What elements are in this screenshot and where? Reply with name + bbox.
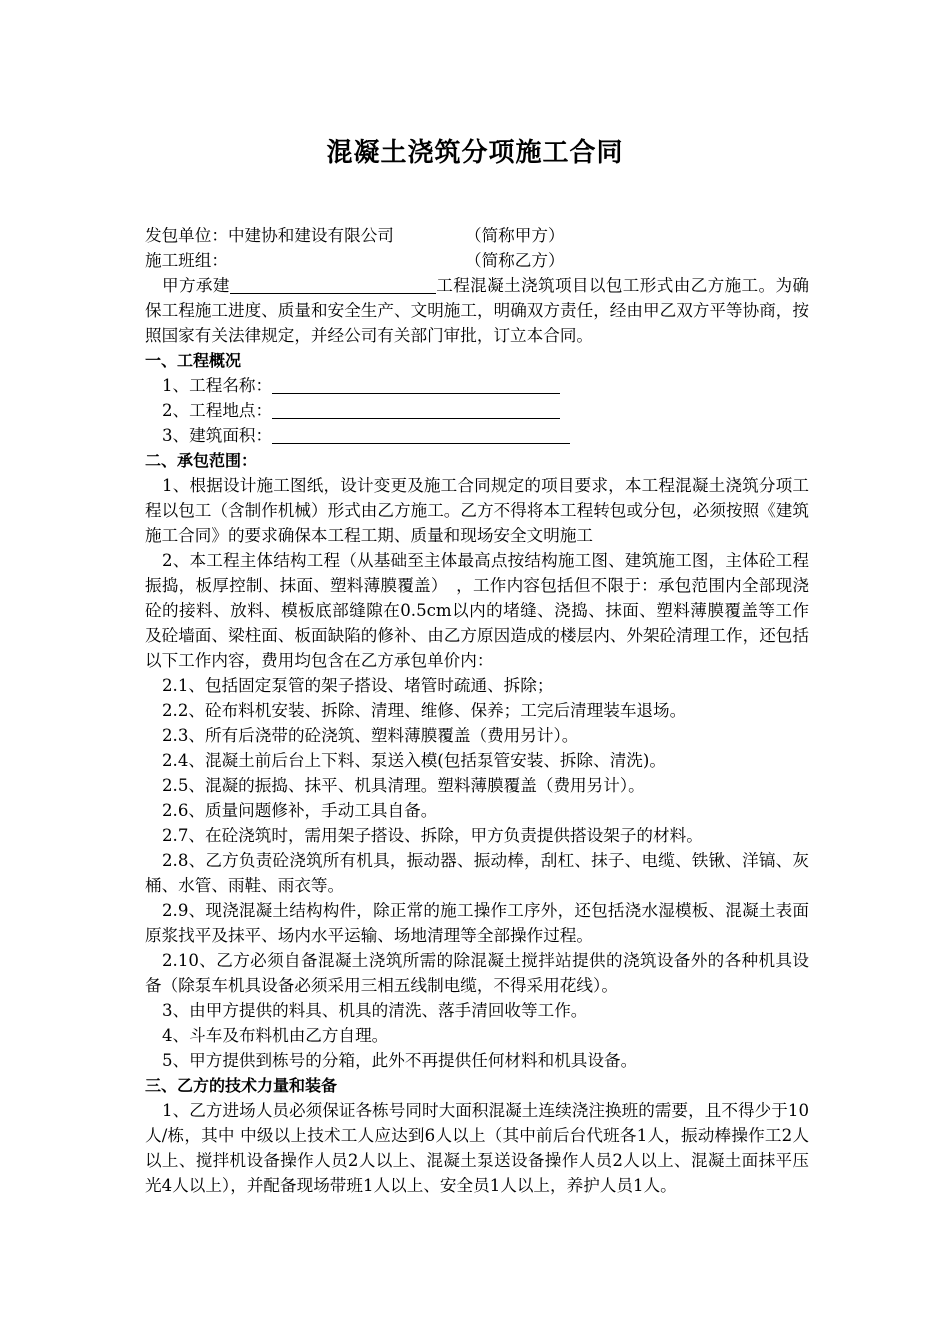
party-b-abbr: （简称乙方）	[465, 251, 565, 270]
page-title: 混凝土浇筑分项施工合同	[326, 138, 624, 168]
s1-item-label: 1、工程名称：	[162, 376, 273, 395]
s2-list-item: 3、由甲方提供的料具、机具的清洗、落手清回收等工作。	[162, 1001, 588, 1020]
s2-list-item: 2.3、所有后浇带的砼浇筑、塑料薄膜覆盖（费用另计）。	[162, 726, 579, 745]
s1-item-label: 2、工程地点：	[162, 401, 273, 420]
field-blank	[272, 425, 570, 444]
s1-item-area	[145, 423, 809, 448]
s2-paragraph: 2、本工程主体结构工程（从基础至主体最高点按结构施工图、建筑施工图，主体砼工程振捣，板厚控制、抹面、塑料薄膜覆盖） ，工作内容包括但不限于：承包范围内全部现浇砼的接料、放料、模板底部缝隙在0.5cm以内的堵缝、浇捣、抹面、塑料薄膜覆盖等工作及砼墙面、梁柱面、板面缺陷的修补、由乙方原因造成的楼层内、外架砼清理工作，还包括以下工作内容，费用均包含在乙方承包单价内：	[145, 551, 809, 670]
party-a-line	[145, 223, 809, 248]
s1-item-label: 3、建筑面积：	[162, 426, 273, 445]
intro-lead: 甲方承建	[162, 276, 230, 295]
s2-list-item: 2.6、质量问题修补，手动工具自备。	[162, 801, 438, 820]
s2-list-item: 2.2、砼布料机安装、拆除、清理、维修、保养；工完后清理装车退场。	[162, 701, 687, 720]
s1-item-name	[145, 373, 809, 398]
s2-list-item: 2.1、包括固定泵管的架子搭设、堵管时疏通、拆除；	[162, 676, 554, 695]
s2-list-item: 2.8、乙方负责砼浇筑所有机具，振动器、振动棒，刮杠、抹子、电缆、铁锹、洋镐、灰桶、水管、雨鞋、雨衣等。	[145, 851, 809, 895]
section-3-heading: 三、乙方的技术力量和装备	[145, 1076, 338, 1095]
section-1-heading: 一、工程概况	[145, 351, 242, 370]
party-a-label: 发包单位：中建协和建设有限公司	[145, 226, 394, 245]
field-blank	[272, 400, 560, 419]
s2-list-item: 2.10、乙方必须自备混凝土浇筑所需的除混凝土搅拌站提供的浇筑设备外的各种机具设备（除泵车机具设备必须采用三相五线制电缆，不得采用花线）。	[145, 951, 809, 995]
s1-item-location	[145, 398, 809, 423]
party-a-abbr: （简称甲方）	[465, 226, 565, 245]
party-b-line	[145, 248, 809, 273]
intro-rest: 工。为确保工程施工进度、质量和安全生产、文明施工，明确双方责任，经由甲乙双方平等协商，按照国家有关法律规定，并经公司有关部门审批，订立本合同。	[145, 276, 810, 345]
intro-paragraph	[145, 273, 809, 348]
s3-paragraph: 1、乙方进场人员必须保证各栋号同时大面积混凝土连续浇注换班的需要，且不得少于10人/栋，其中 中级以上技术工人应达到6人以上（其中前后台代班各1人，振动棒操作工2人以上、搅拌机设备操作人员2人以上、混凝土泵送设备操作人员2人以上、混凝土面抹平压光4人以上），并配备现场带班1人以上、安全员1人以上，养护人员1人。	[145, 1101, 809, 1195]
contract-body	[145, 223, 809, 1198]
s2-paragraph: 1、根据设计施工图纸，设计变更及施工合同规定的项目要求，本工程混凝土浇筑分项工程以包工（含制作机械）形式由乙方施工。乙方不得将本工程转包或分包，必须按照《建筑施工合同》的要求确保本工程工期、质量和现场安全文明施工	[145, 476, 809, 545]
section-2-heading: 二、承包范围：	[145, 451, 258, 470]
field-blank	[272, 375, 560, 394]
s2-list-item: 2.4、混凝土前后台上下料、泵送入模(包括泵管安装、拆除、清洗)。	[162, 751, 666, 770]
s2-list-item: 4、斗车及布料机由乙方自理。	[162, 1026, 389, 1045]
party-b-label: 施工班组：	[145, 251, 228, 270]
s2-list-item: 2.9、现浇混凝土结构构件，除正常的施工操作工序外，还包括浇水湿模板、混凝土表面原浆找平及抹平、场内水平运输、场地清理等全部操作过程。	[145, 901, 809, 945]
s2-list-item: 2.5、混凝的振捣、抹平、机具清理。塑料薄膜覆盖（费用另计）。	[162, 776, 645, 795]
s2-list-item: 2.7、在砼浇筑时，需用架子搭设、拆除，甲方负责提供搭设架子的材料。	[162, 826, 703, 845]
project-name-blank	[230, 275, 436, 294]
s2-list-item: 5、甲方提供到栋号的分箱，此外不再提供任何材料和机具设备。	[162, 1051, 638, 1070]
intro-line1: 工程混凝土浇筑项目以包工形式由乙方施	[435, 276, 742, 295]
